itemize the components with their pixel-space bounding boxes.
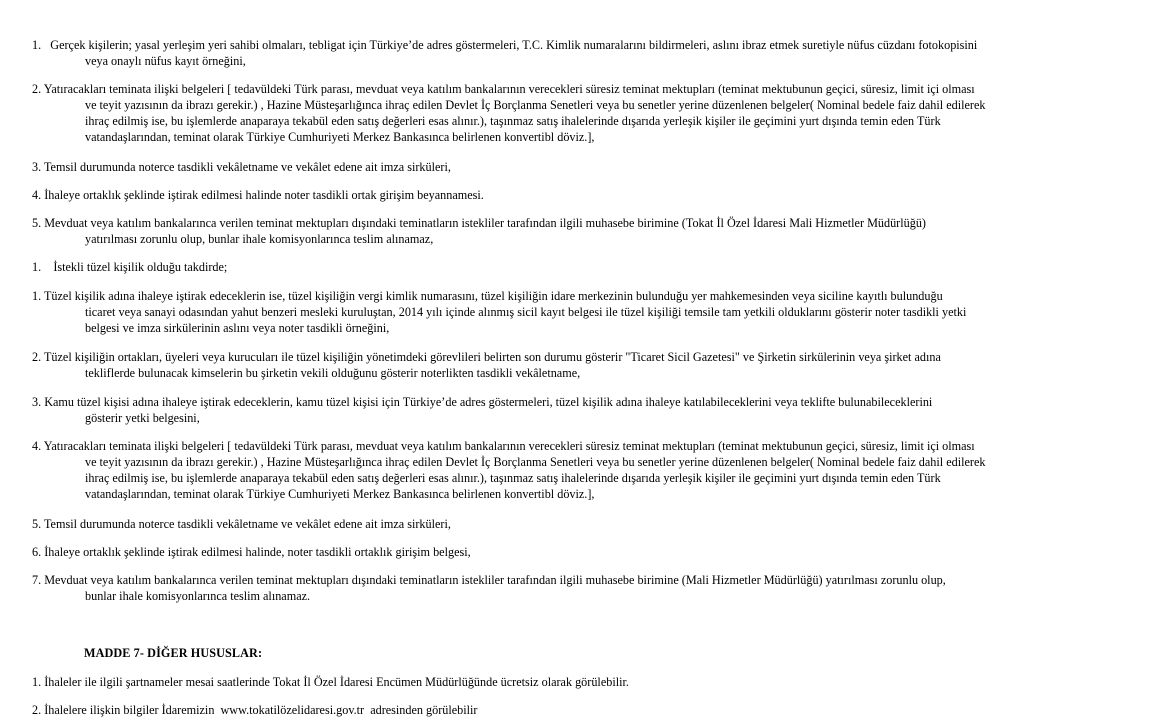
item-number: 6. — [32, 545, 42, 559]
item-text-line: Mevduat veya katılım bankalarınca verilen teminat mektupları dışındaki teminatların istekliler tarafından ilgili muhasebe birimine (Tokat İl Özel İdaresi Mali Hizmetler Müdürlüğü) — [44, 216, 926, 230]
item-number: 2. — [32, 82, 42, 96]
list-item — [32, 159, 1135, 175]
item-number: 7. — [32, 573, 42, 587]
item-text-line: ihraç edilmiş ise, bu işlemlerde anaparaya tekabül eden satış değerleri esas alınır.), taşınmaz satış ihalelerinde dışarıda yerleşik kişiler ile geçimini yurt dışında temin eden Türk — [85, 471, 941, 485]
list-item — [32, 259, 1135, 275]
item-number: 3. — [32, 160, 42, 174]
item-text-line: İhaleye ortaklık şeklinde iştirak edilmesi halinde, noter tasdikli ortaklık girişim belgesi, — [44, 545, 471, 559]
item-text-line: İhaleye ortaklık şeklinde iştirak edilmesi halinde noter tasdikli ortak girişim beyannamesi. — [44, 188, 484, 202]
list-item — [32, 215, 1135, 247]
item-number: 5. — [32, 216, 42, 230]
list-item — [32, 349, 1135, 381]
item-number: 4. — [32, 439, 42, 453]
item-text-line: belgesi ve imza sirkülerinin aslını veya noter tasdikli örneğini, — [85, 321, 390, 335]
item-number: 5. — [32, 517, 42, 531]
item-text-line: İstekli tüzel kişilik olduğu takdirde; — [53, 260, 228, 274]
item-text-line: veya onaylı nüfus kayıt örneğini, — [85, 54, 246, 68]
item-number: 4. — [32, 188, 42, 202]
item-gap — [41, 38, 47, 52]
item-number: 1. — [32, 289, 42, 303]
item-number: 1. — [32, 38, 42, 52]
list-item — [32, 37, 1135, 69]
item-text-line: Yatıracakları teminata ilişki belgeleri [ tedavüldeki Türk parası, mevduat veya katılım bankalarının verecekleri süresiz teminat mektupları (teminat mektubunun geçici, süresiz, limit içi olması — [43, 82, 975, 96]
item-text-line: Yatıracakları teminata ilişki belgeleri [ tedavüldeki Türk parası, mevduat veya katılım bankalarının verecekleri süresiz teminat mektupları (teminat mektubunun geçici, süresiz, limit içi olması — [43, 439, 975, 453]
list-item — [32, 187, 1135, 203]
item-text-line: ticaret veya sanayi odasından yahut benzeri mesleki kuruluştan, 2014 yılı içinde alınmış sicil kayıt belgesi ile tüzel kişiliği temsile tam yetkili olduklarını gösterir noter tasdikli yetki — [85, 305, 967, 319]
section-heading: MADDE 7- DİĞER HUSUSLAR: — [84, 646, 263, 660]
item-text-line: İhaleler ile ilgili şartnameler mesai saatlerinde Tokat İl Özel İdaresi Encümen Müdürlüğünde ücretsiz olarak görülebilir. — [44, 675, 629, 689]
item-text-line: ihraç edilmiş ise, bu işlemlerde anaparaya tekabül eden satış değerleri esas alınır.), taşınmaz satış ihalelerinde dışarıda yerleşik kişiler ile geçimini yurt dışında temin eden Türk — [85, 114, 941, 128]
item-text-line: Mevduat veya katılım bankalarınca verilen teminat mektupları dışındaki teminatların istekliler tarafından ilgili muhasebe birimine (Mali Hizmetler Müdürlüğü) yatırılması zorunlu olup, — [44, 573, 946, 587]
item-text-line: bunlar ihale komisyonlarınca teslim alınamaz. — [85, 589, 311, 603]
item-text-line: ve teyit yazısının da ibrazı gerekir.) , Hazine Müsteşarlığınca ihraç edilen Devlet İç Borçlanma Senetleri veya bu senetler yerine düzenlenen belgeler( Nominal bedele faiz dahil edilerek — [85, 455, 986, 469]
item-text-line: tekliflerde bulunacak kimselerin bu şirketin vekili olduğunu gösterir noterlikten tasdikli vekâletname, — [85, 366, 581, 380]
item-text-line: Kamu tüzel kişisi adına ihaleye iştirak edeceklerin, kamu tüzel kişisi için Türkiye’de adres göstermeleri, tüzel kişilik adına ihaleye katılabileceklerini veya teklifte bulunabileceklerini — [44, 395, 933, 409]
item-text-line: ve teyit yazısının da ibrazı gerekir.) , Hazine Müsteşarlığınca ihraç edilen Devlet İç Borçlanma Senetleri veya bu senetler yerine düzenlenen belgeler( Nominal bedele faiz dahil edilerek — [85, 98, 986, 112]
item-text-line: İhalelere ilişkin bilgiler İdaremizin www.tokatilözelidaresi.gov.tr adresinden görülebilir — [44, 703, 478, 717]
item-text-line: vatandaşlarından, teminat olarak Türkiye Cumhuriyeti Merkez Bankasınca belirlenen konvertibl döviz.], — [85, 487, 595, 501]
item-text-line: Tüzel kişiliğin ortakları, üyeleri veya kurucuları ile tüzel kişiliğin yönetimdeki görevlileri belirten son durumu gösterir "Ticaret Sicil Gazetesi" ve Şirketin sirkülerinin veya şirket adına — [43, 350, 941, 364]
list-item — [32, 674, 1135, 690]
item-text-line: Temsil durumunda noterce tasdikli vekâletname ve vekâlet edene ait imza sirküleri, — [43, 517, 451, 531]
item-gap — [41, 260, 53, 274]
list-item — [32, 702, 1135, 718]
item-text-line: yatırılması zorunlu olup, bunlar ihale komisyonlarınca teslim alınamaz, — [85, 232, 434, 246]
item-number: 2. — [32, 703, 42, 717]
item-text-line: vatandaşlarından, teminat olarak Türkiye Cumhuriyeti Merkez Bankasınca belirlenen konvertibl döviz.], — [85, 130, 595, 144]
item-text-line: Tüzel kişilik adına ihaleye iştirak edeceklerin ise, tüzel kişiliğin vergi kimlik numarasını, tüzel kişiliğin idare merkezinin bulunduğu yer mahkemesinden veya siciline kayıtlı bulunduğu — [43, 289, 943, 303]
list-item — [32, 288, 1135, 336]
list-item — [32, 516, 1135, 532]
list-item — [32, 572, 1135, 604]
list-item — [32, 438, 1135, 502]
item-number: 3. — [32, 395, 42, 409]
item-number: 1. — [32, 260, 42, 274]
item-number: 2. — [32, 350, 42, 364]
item-text-line: Temsil durumunda noterce tasdikli vekâletname ve vekâlet edene ait imza sirküleri, — [43, 160, 451, 174]
item-text-line: gösterir yetki belgesini, — [85, 411, 200, 425]
item-number: 1. — [32, 675, 42, 689]
list-item — [32, 81, 1135, 145]
list-item — [32, 544, 1135, 560]
item-text-line: Gerçek kişilerin; yasal yerleşim yeri sahibi olmaları, tebligat için Türkiye’de adres göstermeleri, T.C. Kimlik numaralarını bildirmeleri, aslını ibraz etmek suretiyle nüfus cüzdanı fotokopisini — [50, 38, 978, 52]
list-item — [32, 394, 1135, 426]
